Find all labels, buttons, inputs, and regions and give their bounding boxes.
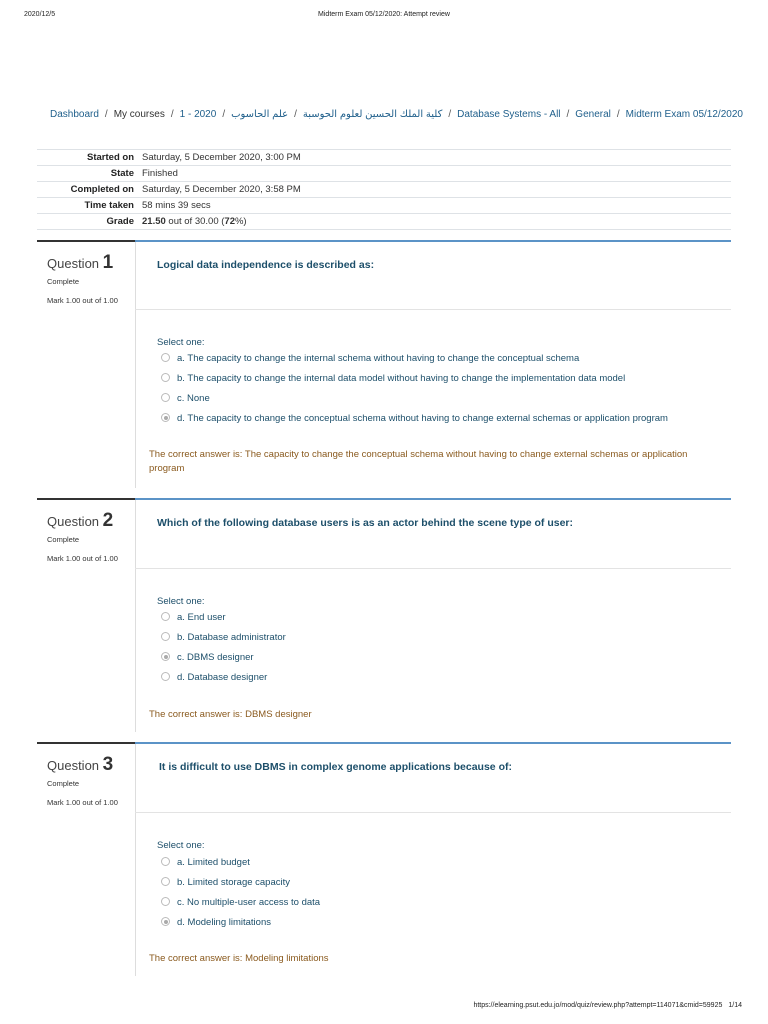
- breadcrumb-separator: /: [222, 109, 226, 120]
- answer-option-d[interactable]: [161, 916, 271, 930]
- breadcrumb-quiz[interactable]: Midterm Exam 05/12/2020: [625, 109, 743, 120]
- breadcrumb-course[interactable]: Database Systems - All: [457, 109, 561, 120]
- correct-answer: The correct answer is: Modeling limitations: [149, 953, 329, 964]
- radio-button[interactable]: [161, 652, 170, 661]
- breadcrumb-dashboard[interactable]: Dashboard: [50, 109, 99, 120]
- option-label: c. DBMS designer: [177, 652, 254, 663]
- answer-option-a[interactable]: [161, 856, 250, 870]
- summary-label: Time taken: [37, 198, 142, 214]
- question-mark: Mark 1.00 out of 1.00: [47, 554, 118, 563]
- question-state: Complete: [47, 779, 80, 788]
- answer-option-c[interactable]: [161, 392, 210, 406]
- select-one-prompt: Select one:: [157, 596, 205, 607]
- option-label: a. End user: [177, 612, 226, 623]
- attempt-summary-table: [37, 149, 731, 230]
- option-label: a. Limited budget: [177, 857, 250, 868]
- question-text: Which of the following database users is as an actor behind the scene type of user:: [157, 517, 574, 529]
- answer-option-b[interactable]: [161, 631, 286, 645]
- question-num: 2: [102, 510, 114, 531]
- breadcrumb-separator: /: [448, 109, 452, 120]
- breadcrumb-separator: /: [294, 109, 297, 120]
- radio-button[interactable]: [161, 413, 170, 422]
- option-label: a. The capacity to change the internal schema without having to change the conceptual schema: [177, 353, 580, 364]
- print-header: [0, 11, 768, 23]
- answer-option-b[interactable]: [161, 876, 290, 890]
- breadcrumb-my-courses: My courses: [113, 109, 165, 120]
- question-content: [135, 240, 731, 488]
- breadcrumb-department[interactable]: علم الحاسوب: [231, 109, 289, 120]
- breadcrumb-separator: /: [104, 109, 108, 120]
- question-info: [37, 240, 136, 488]
- question-info: [37, 742, 136, 976]
- grade-suffix: %): [234, 216, 247, 227]
- correct-answer: The correct answer is: DBMS designer: [149, 709, 312, 720]
- breadcrumb: [50, 109, 743, 120]
- page-url: https://elearning.psut.edu.jo/mod/quiz/review.php?attempt=114071&cmid=59925: [473, 1002, 723, 1009]
- radio-button[interactable]: [161, 672, 170, 681]
- grade-percent: 72: [224, 216, 235, 227]
- question-number: [47, 754, 135, 776]
- radio-button[interactable]: [161, 917, 170, 926]
- answer-option-a[interactable]: [161, 611, 226, 625]
- question-1: [37, 240, 731, 488]
- question-word: Question: [47, 256, 100, 271]
- answer-option-c[interactable]: [161, 896, 320, 910]
- option-label: d. Modeling limitations: [177, 917, 271, 928]
- breadcrumb-separator: /: [616, 109, 620, 120]
- answer-option-c[interactable]: [161, 651, 254, 665]
- question-divider: [135, 568, 731, 569]
- option-label: c. None: [177, 393, 210, 404]
- breadcrumb-term[interactable]: 2020 - 1: [179, 109, 217, 120]
- question-content: [135, 498, 731, 732]
- answer-option-b[interactable]: [161, 372, 625, 386]
- radio-button[interactable]: [161, 632, 170, 641]
- question-3: [37, 742, 731, 976]
- print-footer: [473, 1002, 742, 1009]
- print-title: Midterm Exam 05/12/2020: Attempt review: [318, 11, 450, 18]
- page-count: 1/14: [728, 1002, 742, 1009]
- correct-answer: The correct answer is: The capacity to change the conceptual schema without having to change external schemas or application program: [149, 449, 688, 474]
- radio-button[interactable]: [161, 373, 170, 382]
- summary-label: Started on: [37, 150, 142, 166]
- radio-button[interactable]: [161, 612, 170, 621]
- option-label: c. No multiple-user access to data: [177, 897, 321, 908]
- answer-option-a[interactable]: [161, 352, 579, 366]
- question-num: 3: [102, 754, 114, 775]
- summary-row-completed: [37, 182, 731, 198]
- question-state: Complete: [47, 277, 80, 286]
- summary-value: 58 mins 39 secs: [142, 198, 731, 214]
- summary-row-started: [37, 150, 731, 166]
- breadcrumb-section[interactable]: General: [575, 109, 611, 120]
- summary-row-time-taken: [37, 198, 731, 214]
- grade-score: 21.50: [142, 216, 166, 227]
- question-mark: Mark 1.00 out of 1.00: [47, 798, 118, 807]
- radio-button[interactable]: [161, 857, 170, 866]
- summary-value: Saturday, 5 December 2020, 3:58 PM: [142, 182, 731, 198]
- answer-option-d[interactable]: [161, 412, 668, 426]
- question-2: [37, 498, 731, 732]
- question-state: Complete: [47, 535, 80, 544]
- summary-label: Grade: [37, 214, 142, 230]
- option-label: b. Database administrator: [177, 632, 286, 643]
- radio-button[interactable]: [161, 353, 170, 362]
- question-text: It is difficult to use DBMS in complex genome applications because of:: [159, 761, 512, 773]
- question-text: Logical data independence is described as:: [157, 259, 375, 271]
- summary-label: State: [37, 166, 142, 182]
- question-number: [47, 510, 135, 532]
- answer-option-d[interactable]: [161, 671, 267, 685]
- select-one-prompt: Select one:: [157, 840, 205, 851]
- option-label: d. Database designer: [177, 672, 268, 683]
- question-word: Question: [47, 758, 100, 773]
- summary-value: Finished: [142, 166, 731, 182]
- question-divider: [135, 812, 731, 813]
- breadcrumb-faculty[interactable]: كلية الملك الحسين لعلوم الحوسبة: [302, 109, 443, 120]
- select-one-prompt: Select one:: [157, 337, 205, 348]
- breadcrumb-separator: /: [170, 109, 174, 120]
- radio-button[interactable]: [161, 897, 170, 906]
- print-date: 2020/12/5: [24, 11, 56, 18]
- option-label: b. The capacity to change the internal data model without having to change the implementation data model: [177, 373, 626, 384]
- question-word: Question: [47, 514, 100, 529]
- question-content: [135, 742, 731, 976]
- question-number: [47, 252, 135, 274]
- question-num: 1: [102, 252, 114, 273]
- summary-row-state: [37, 166, 731, 182]
- summary-row-grade: [37, 214, 731, 230]
- radio-button[interactable]: [161, 393, 170, 402]
- grade-out-of: out of 30.00 (: [165, 216, 225, 227]
- radio-button[interactable]: [161, 877, 170, 886]
- question-mark: Mark 1.00 out of 1.00: [47, 296, 118, 305]
- question-info: [37, 498, 136, 732]
- option-label: d. The capacity to change the conceptual schema without having to change external schemas or application program: [177, 413, 668, 424]
- summary-value: Saturday, 5 December 2020, 3:00 PM: [142, 150, 731, 166]
- option-label: b. Limited storage capacity: [177, 877, 291, 888]
- breadcrumb-separator: /: [566, 109, 570, 120]
- summary-value: [142, 214, 731, 230]
- summary-label: Completed on: [37, 182, 142, 198]
- question-divider: [135, 309, 731, 310]
